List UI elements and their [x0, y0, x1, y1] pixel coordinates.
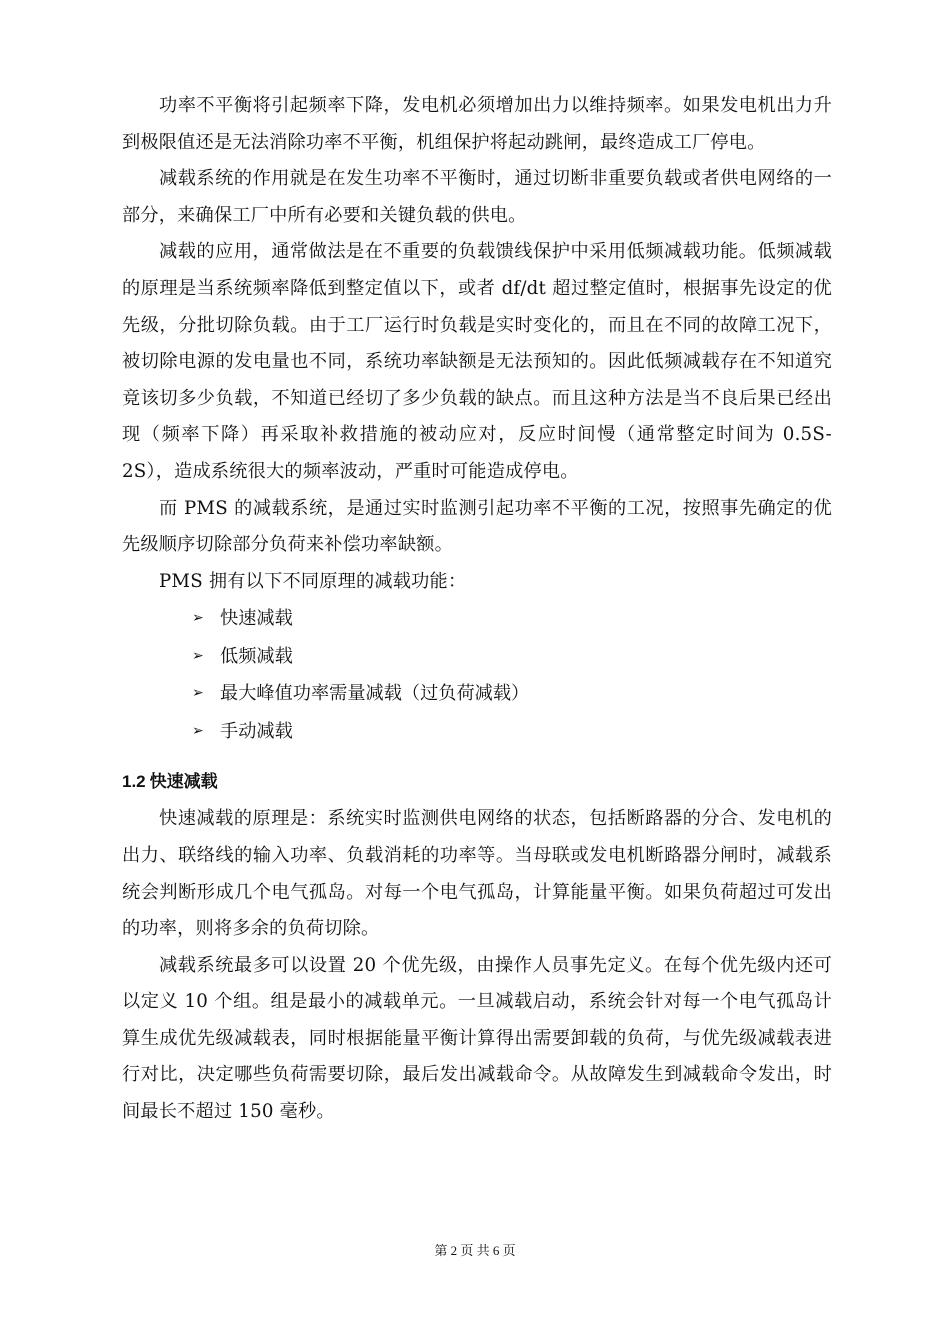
arrow-bullet-icon: ➢ — [192, 685, 204, 702]
section-number: 1.2 — [122, 772, 146, 792]
paragraph: 减载系统最多可以设置 20 个优先级，由操作人员事先定义。在每个优先级内还可以定义 10 个组。组是最小的减载单元。一旦减载启动，系统会针对每一个电气孤岛计算生成优先级减载表，同时根据能量平衡计算得出需要卸载的负荷，与优先级减载表进行对比，决定哪些负荷需要切除，最后发出减载命令。从故障发生到减载命令发出，时间最长不超过 150 毫秒。 — [122, 954, 832, 1123]
list-item-label: 最大峰值功率需量减载（过负荷减载） — [220, 683, 530, 705]
arrow-bullet-icon: ➢ — [192, 722, 204, 739]
section-title: 快速减载 — [149, 772, 218, 792]
paragraph: 而 PMS 的减载系统，是通过实时监测引起功率不平衡的工况，按照事先确定的优先级顺序切除部分负荷来补偿功率缺额。 — [122, 497, 832, 556]
document-page — [122, 88, 832, 1131]
list-item-label: 快速减载 — [220, 608, 293, 630]
paragraph: 减载系统的作用就是在发生功率不平衡时，通过切断非重要负载或者供电网络的一部分，来确保工厂中所有必要和关键负载的供电。 — [122, 168, 832, 226]
paragraph: 减载的应用，通常做法是在不重要的负载馈线保护中采用低频减载功能。低频减载的原理是当系统频率降低到整定值以下，或者 df/dt 超过整定值时，根据事先设定的优先级，分批切除负载。由于工厂运行时负载是实时变化的，而且在不同的故障工况下，被切除电源的发电量也不同，系统功率缺额是无法预知的。因此低频减载存在不知道究竟该切多少负载，不知道已经切了多少负载的缺点。而且这种方法是当不良后果已经出现（频率下降）再采取补救措施的被动应对，反应时间慢（通常整定时间为 0.5S-2S），造成系统很大的频率波动，严重时可能造成停电。 — [122, 241, 832, 482]
arrow-bullet-icon: ➢ — [192, 647, 204, 664]
paragraph: 功率不平衡将引起频率下降，发电机必须增加出力以维持频率。如果发电机出力升到极限值还是无法消除功率不平衡，机组保护将起动跳闸，最终造成工厂停电。 — [122, 95, 832, 153]
section-heading — [122, 763, 832, 801]
arrow-bullet-icon: ➢ — [192, 610, 204, 627]
list-item — [122, 675, 832, 713]
paragraph: PMS 拥有以下不同原理的减载功能： — [159, 570, 467, 592]
paragraph: 快速减载的原理是：系统实时监测供电网络的状态，包括断路器的分合、发电机的出力、联络线的输入功率、负载消耗的功率等。当母联或发电机断路器分闸时，减载系统会判断形成几个电气孤岛。对每一个电气孤岛，计算能量平衡。如果负荷超过可发出的功率，则将多余的负荷切除。 — [122, 808, 832, 940]
list-item — [122, 713, 832, 751]
list-item — [122, 638, 832, 676]
list-item — [122, 600, 832, 638]
function-list — [122, 600, 832, 750]
list-item-label: 手动减载 — [220, 720, 293, 742]
page-footer: 第 2 页 共 6 页 — [434, 1243, 516, 1258]
list-item-label: 低频减载 — [220, 645, 293, 667]
